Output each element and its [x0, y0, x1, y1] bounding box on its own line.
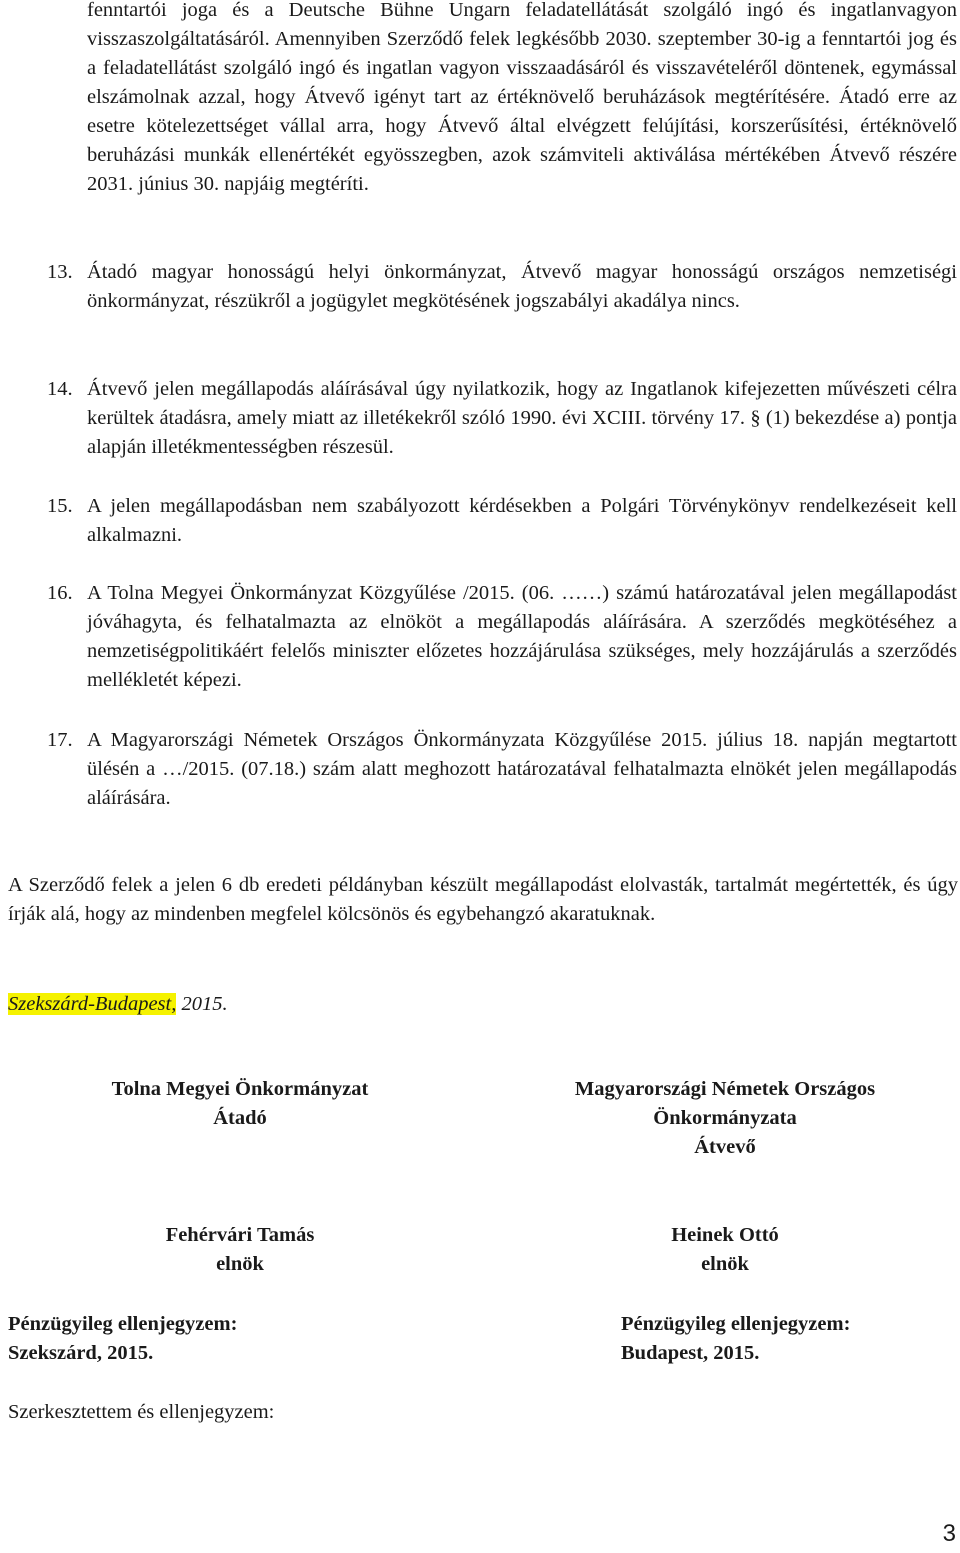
page-number: 3: [942, 1520, 956, 1547]
paragraph-text: Átvevő jelen megállapodás aláírásával úgy nyilatkozik, hogy az Ingatlanok kifejezetten művészeti célra kerültek átadásra, amely miatt az illetékekről szóló 1990. évi XCIII. törvény 17. § (1) bekezdése a) pontja alapján illetékmentességben részesül.: [87, 378, 957, 458]
editor-note: Szerkesztettem és ellenjegyzem:: [8, 1401, 275, 1423]
paragraph-text: A jelen megállapodásban nem szabályozott kérdésekben a Polgári Törvénykönyv rendelkezéseit kell alkalmazni.: [87, 495, 957, 546]
left-finance-block: [8, 1310, 237, 1368]
right-party-name-line1: Magyarországi Németek Országos: [574, 1078, 876, 1100]
right-signer-block: [525, 1221, 925, 1279]
paragraph-number: 13.: [47, 261, 73, 283]
paragraph-number: 15.: [47, 495, 73, 517]
right-party-block: [515, 1075, 935, 1162]
right-signer-title: elnök: [701, 1253, 749, 1275]
paragraph-15: [47, 492, 957, 550]
right-signer-name: Heinek Ottó: [671, 1224, 779, 1246]
paragraph-17: [47, 726, 957, 813]
closing-statement: A Szerződő felek a jelen 6 db eredeti példányban készült megállapodást elolvasták, tartalmát megértették, és úgy írják alá, hogy az mindenben megfelel kölcsönös és egybehangzó akaratuknak.: [8, 874, 958, 925]
left-party-name: Tolna Megyei Önkormányzat: [111, 1078, 369, 1100]
right-finance-block: [621, 1310, 850, 1368]
paragraph-number: 16.: [47, 582, 73, 604]
place-highlight: Szekszárd-Budapest,: [8, 993, 177, 1015]
paragraph-13: [47, 258, 957, 316]
right-party-name-line2: Önkormányzata: [653, 1107, 797, 1129]
left-signer-block: [40, 1221, 440, 1279]
place-and-date: [8, 990, 228, 1019]
paragraph-number: 17.: [47, 729, 73, 751]
left-party-block: [40, 1075, 440, 1133]
paragraph-16: [47, 579, 957, 695]
paragraph-12-continued: fenntartói joga és a Deutsche Bühne Ungarn feladatellátását szolgáló ingó és ingatlanvagyon visszaszolgáltatásáról. Amennyiben Szerződő felek legkésőbb 2030. szeptember 30-ig a fenntartói jog és a feladatellátást szolgáló ingó és ingatlan vagyon visszaadásáról és visszavételéről döntenek, egymással elszámolnak azzal, hogy Átvevő igényt tart az értéknövelő beruházások megtérítésére. Átadó erre az esetre kötelezettséget vállal arra, hogy Átvevő által elvégzett felújítási, korszerűsítési, értéknövelő beruházási munkák ellenértékét egyösszegben, azok számviteli aktiválása mértékében Átvevő részére 2031. június 30. napjáig megtéríti.: [87, 0, 957, 195]
right-party-role: Átvevő: [694, 1136, 756, 1158]
left-finance-label: Pénzügyileg ellenjegyzem:: [8, 1313, 238, 1335]
paragraph-number: 14.: [47, 378, 73, 400]
date-year: 2015.: [176, 993, 228, 1015]
left-party-role: Átadó: [213, 1107, 267, 1129]
right-finance-place: Budapest, 2015.: [621, 1342, 760, 1364]
left-finance-place: Szekszárd, 2015.: [8, 1342, 154, 1364]
left-signer-name: Fehérvári Tamás: [165, 1224, 315, 1246]
paragraph-text: A Magyarországi Németek Országos Önkormányzata Közgyűlése 2015. július 18. napján megtartott ülésén a …/2015. (07.18.) szám alatt meghozott határozatával felhatalmazta elnökét jelen megállapodás aláírására.: [87, 729, 957, 809]
left-signer-title: elnök: [216, 1253, 264, 1275]
paragraph-14: [47, 375, 957, 462]
paragraph-text: A Tolna Megyei Önkormányzat Közgyűlése /2015. (06. ……) számú határozatával jelen megállapodást jóváhagyta, és felhatalmazta az elnököt a megállapodás aláírására. A szerződés megkötéséhez a nemzetiségpolitikáért felelős miniszter előzetes hozzájárulása szükséges, mely hozzájárulás a szerződés mellékletét képezi.: [87, 582, 957, 691]
paragraph-text: Átadó magyar honosságú helyi önkormányzat, Átvevő magyar honosságú országos nemzetiségi önkormányzat, részükről a jogügylet megkötésének jogszabályi akadálya nincs.: [87, 261, 957, 312]
right-finance-label: Pénzügyileg ellenjegyzem:: [621, 1313, 851, 1335]
